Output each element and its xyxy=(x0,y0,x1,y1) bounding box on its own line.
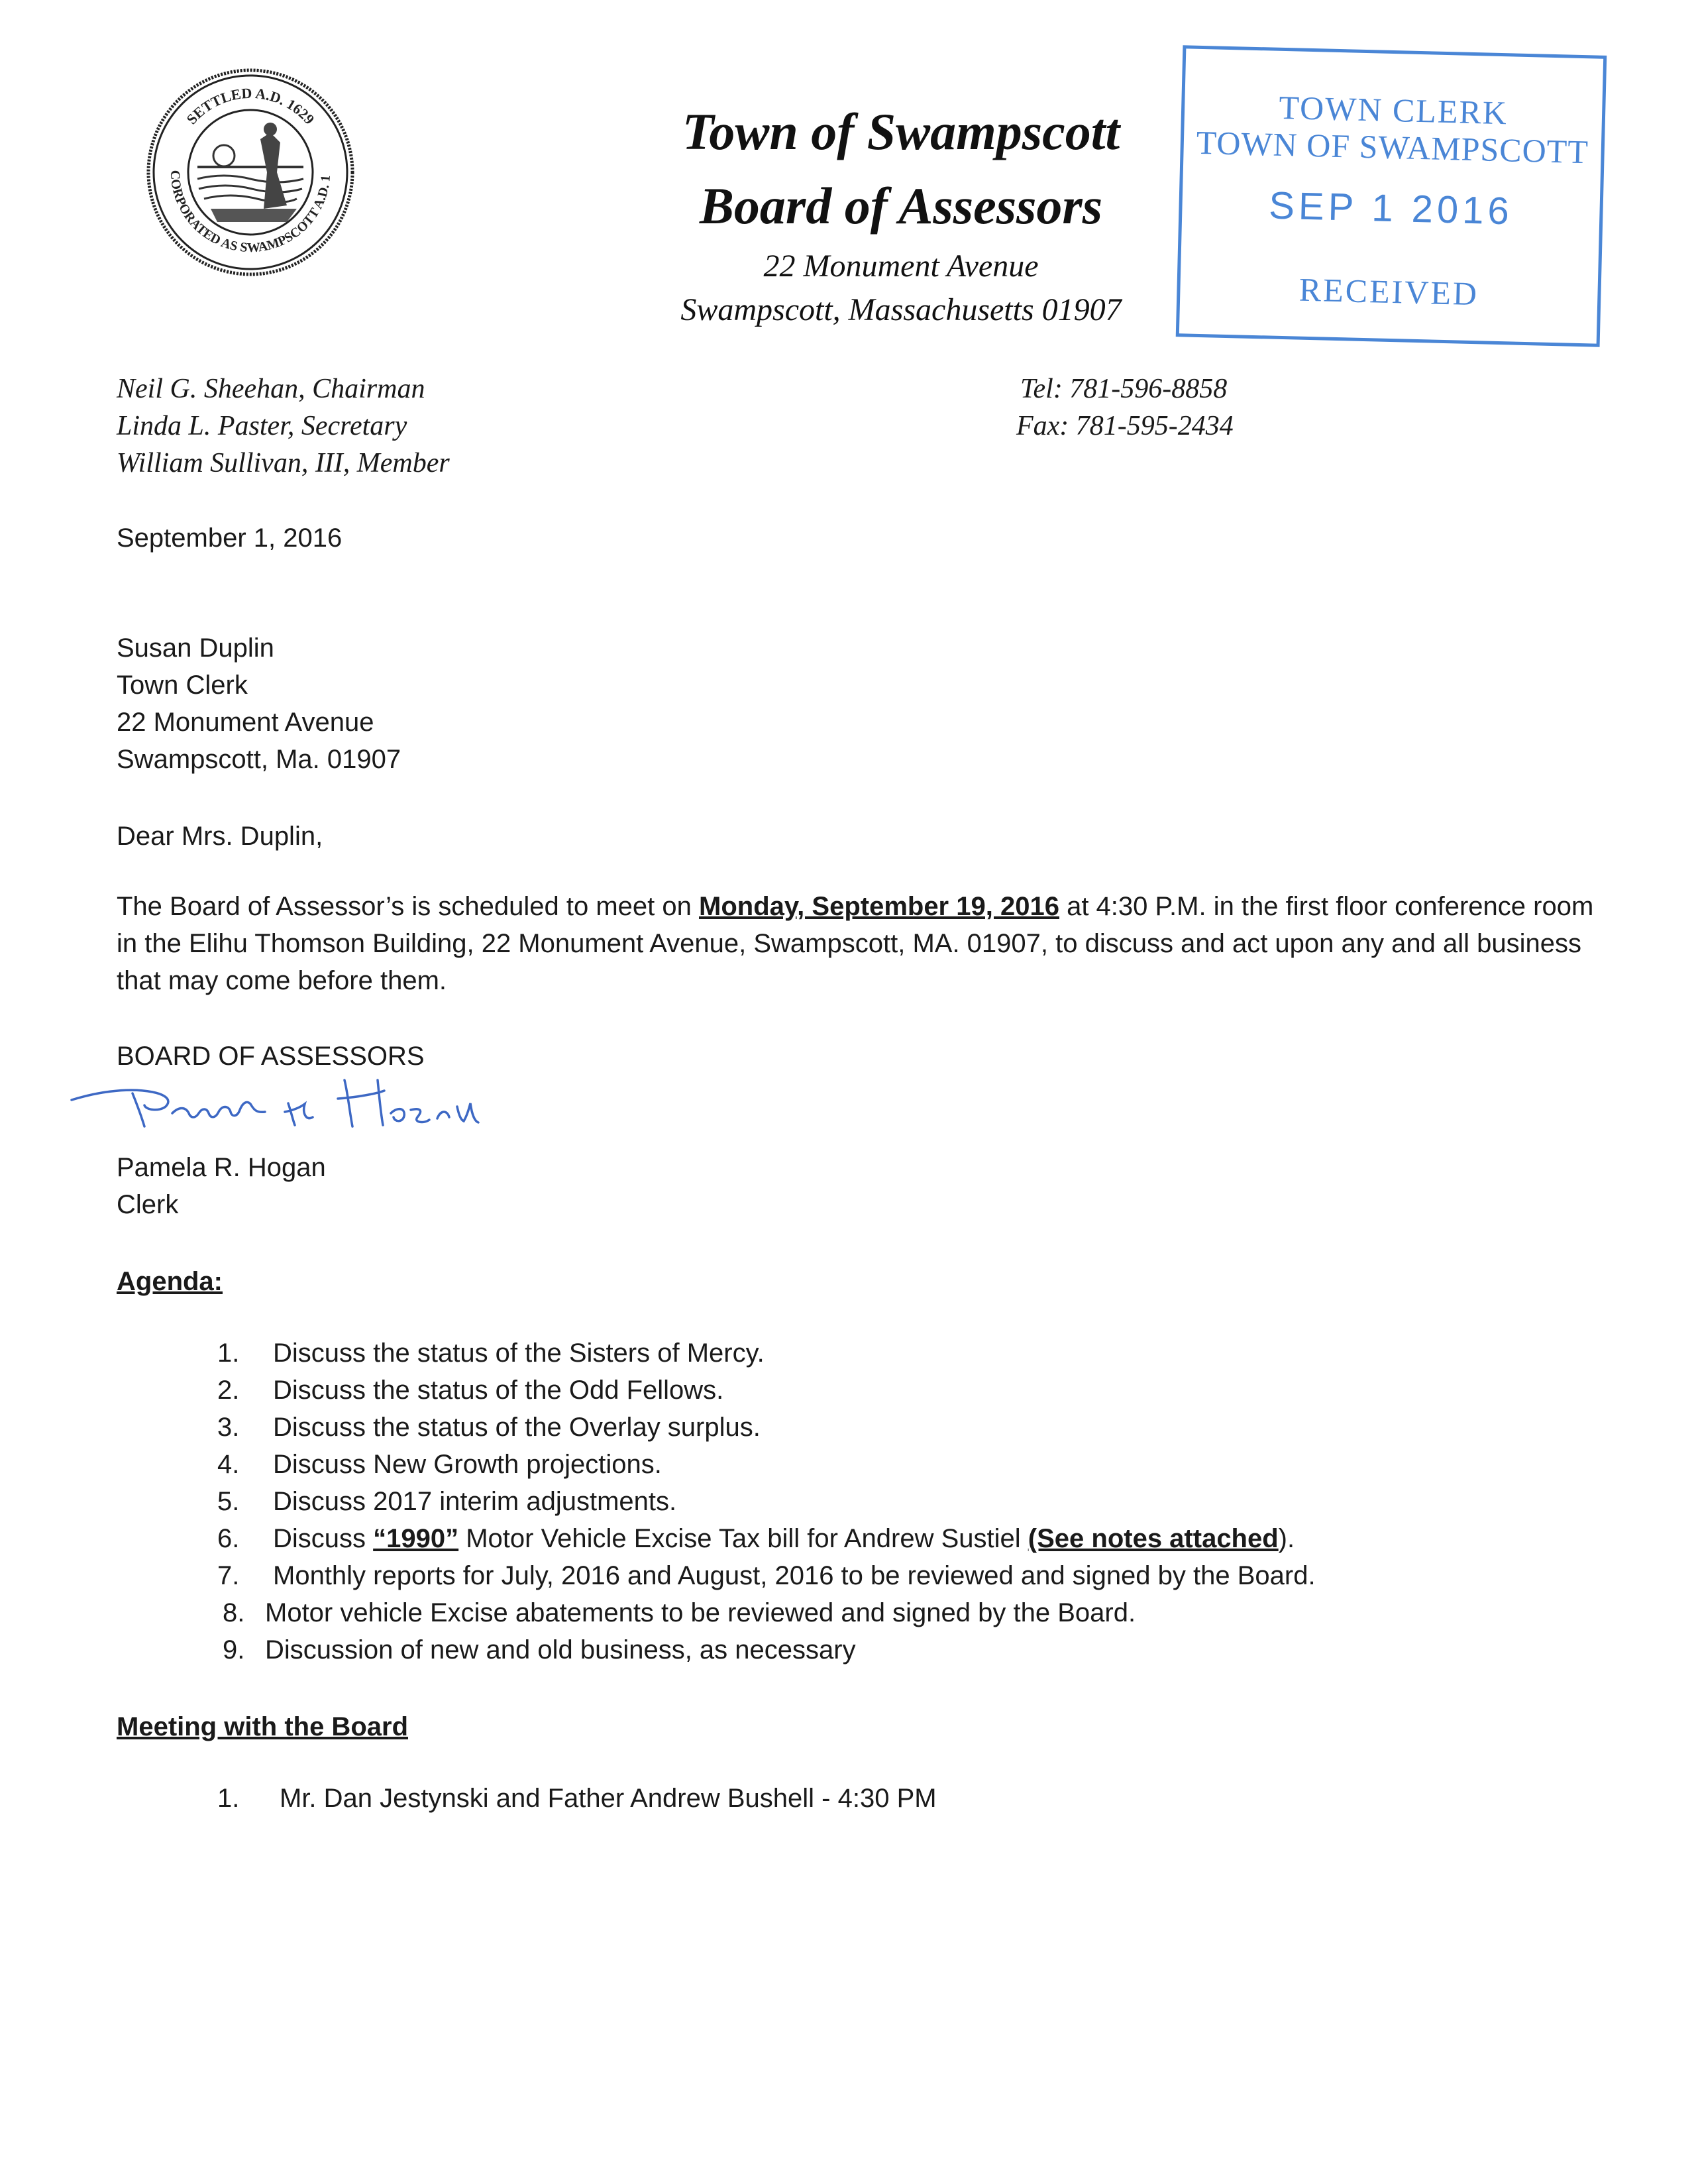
agenda-item-number: 5. xyxy=(217,1487,240,1516)
received-stamp xyxy=(1176,45,1607,347)
agenda-item-text: Discuss the status of the Odd Fellows. xyxy=(273,1376,724,1405)
agenda-item-text: Monthly reports for July, 2016 and August, 2016 to be reviewed and signed by the Board. xyxy=(273,1561,1316,1590)
salutation: Dear Mrs. Duplin, xyxy=(117,822,323,851)
agenda-item-6-mid: Motor Vehicle Excise Tax bill for Andrew Sustiel xyxy=(458,1524,1028,1553)
letter-date: September 1, 2016 xyxy=(117,523,343,553)
signature xyxy=(66,1073,517,1146)
agenda-item-6-post: ). xyxy=(1278,1524,1295,1553)
body-part2: at 4:30 P.M. in the first floor conference room in the Elihu Thomson Building, 22 Monument Avenue, Swampscott, MA. 01907, to discuss and act upon any and all business that may come before them. xyxy=(117,892,1594,995)
town-seal xyxy=(144,66,356,278)
agenda-item-6-notes-link: (See notes attached xyxy=(1028,1524,1279,1553)
stamp-line1: TOWN CLERK xyxy=(1278,88,1509,132)
meeting-item-text: Mr. Dan Jestynski and Father Andrew Bushell - 4:30 PM xyxy=(280,1784,937,1813)
agenda-item-text: Discuss New Growth projections. xyxy=(273,1450,662,1479)
agenda-item-text xyxy=(273,1525,1295,1552)
letterhead-title-line1: Town of Swampscott xyxy=(682,103,1120,160)
agenda-item-number: 4. xyxy=(217,1450,240,1479)
recipient-street: 22 Monument Avenue xyxy=(117,708,374,737)
agenda-heading: Agenda: xyxy=(117,1267,223,1296)
letterhead-title-line2: Board of Assessors xyxy=(699,177,1103,235)
body-part1: The Board of Assessor’s is scheduled to meet on xyxy=(117,892,700,921)
stamp-date: SEP 1 2016 xyxy=(1268,184,1514,233)
agenda-item-number: 2. xyxy=(217,1376,240,1405)
member-secretary: Linda L. Paster, Secretary xyxy=(117,411,407,441)
agenda-item-6-pre: Discuss xyxy=(273,1524,374,1553)
agenda-item-number: 1. xyxy=(217,1338,240,1368)
stamp-status: RECEIVED xyxy=(1298,270,1479,313)
agenda-item-text: Discuss 2017 interim adjustments. xyxy=(273,1487,677,1516)
meeting-item-number: 1. xyxy=(217,1784,240,1813)
signer-name: Pamela R. Hogan xyxy=(117,1153,326,1182)
agenda-item-6-year: “1990” xyxy=(373,1524,459,1553)
letterhead-address-line2: Swampscott, Massachusetts 01907 xyxy=(680,292,1122,327)
agenda-item-number: 3. xyxy=(217,1413,240,1442)
contact-tel: Tel: 781-596-8858 xyxy=(1020,374,1228,404)
agenda-item-number: 9. xyxy=(223,1635,245,1665)
letter-body xyxy=(117,888,1614,999)
recipient-name: Susan Duplin xyxy=(117,633,274,663)
meeting-date: Monday, September 19, 2016 xyxy=(699,892,1059,921)
seal-top-text: SETTLED A.D. 1629 xyxy=(183,84,318,128)
stamp-line2: TOWN OF SWAMPSCOTT xyxy=(1196,123,1589,171)
agenda-item-number: 6. xyxy=(217,1524,240,1553)
agenda-item-number: 8. xyxy=(223,1598,245,1627)
recipient-city: Swampscott, Ma. 01907 xyxy=(117,745,401,774)
seal-bottom-text: CORPORATED AS SWAMPSCOTT A.D. 1 xyxy=(167,170,333,256)
member-member: William Sullivan, III, Member xyxy=(117,448,450,478)
signer-title: Clerk xyxy=(117,1190,179,1219)
agenda-item-text: Discuss the status of the Sisters of Mercy. xyxy=(273,1338,765,1368)
closing: BOARD OF ASSESSORS xyxy=(117,1042,425,1071)
svg-text:SETTLED A.D. 1629 xyxy=(183,85,317,128)
recipient-title: Town Clerk xyxy=(117,671,248,700)
contact-fax: Fax: 781-595-2434 xyxy=(1016,411,1234,441)
agenda-item-text: Motor vehicle Excise abatements to be reviewed and signed by the Board. xyxy=(265,1598,1136,1627)
member-chairman: Neil G. Sheehan, Chairman xyxy=(117,374,425,404)
agenda-item-text: Discussion of new and old business, as necessary xyxy=(265,1635,856,1665)
agenda-item-text: Discuss the status of the Overlay surplus. xyxy=(273,1413,761,1442)
letterhead-address-line1: 22 Monument Avenue xyxy=(763,248,1039,284)
meeting-heading: Meeting with the Board xyxy=(117,1712,408,1741)
agenda-item-number: 7. xyxy=(217,1561,240,1590)
